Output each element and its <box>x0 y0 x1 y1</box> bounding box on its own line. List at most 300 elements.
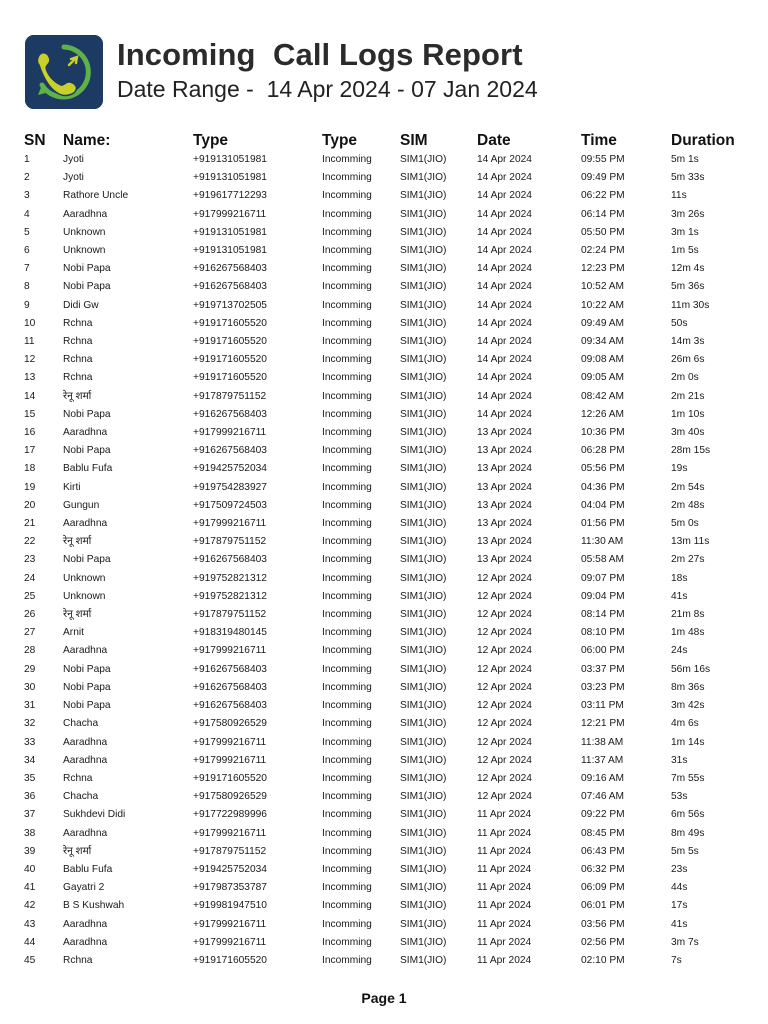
cell-sn: 12 <box>24 354 36 366</box>
cell-number: +919171605520 <box>193 954 267 966</box>
cell-sim: SIM1(JIO) <box>400 481 447 493</box>
col-header-sn: SN <box>24 132 46 149</box>
cell-number: +917999216711 <box>193 427 267 439</box>
cell-sim: SIM1(JIO) <box>400 718 447 730</box>
cell-duration: 6m 56s <box>671 809 705 821</box>
table-row <box>24 515 744 533</box>
cell-duration: 8m 36s <box>671 681 705 693</box>
cell-duration: 41s <box>671 590 688 602</box>
cell-type: Incomming <box>322 554 372 566</box>
cell-number: +919131051981 <box>193 226 267 238</box>
cell-type: Incomming <box>322 208 372 220</box>
col-header-date: Date <box>477 132 511 149</box>
cell-time: 12:26 AM <box>581 408 625 420</box>
cell-name: Aaradhna <box>63 427 108 439</box>
cell-type: Incomming <box>322 572 372 584</box>
cell-time: 09:07 PM <box>581 572 625 584</box>
cell-sn: 10 <box>24 317 36 329</box>
cell-time: 12:23 PM <box>581 263 625 275</box>
cell-number: +917999216711 <box>193 736 267 748</box>
cell-sn: 34 <box>24 754 36 766</box>
cell-number: +917879751152 <box>193 536 267 548</box>
table-row <box>24 734 744 752</box>
cell-number: +919171605520 <box>193 354 267 366</box>
table-row <box>24 315 744 333</box>
cell-duration: 2m 27s <box>671 554 705 566</box>
cell-number: +917999216711 <box>193 518 267 530</box>
cell-number: +917999216711 <box>193 936 267 948</box>
cell-number: +919617712293 <box>193 190 267 202</box>
table-row <box>24 916 744 934</box>
cell-sn: 29 <box>24 663 36 675</box>
cell-time: 09:22 PM <box>581 809 625 821</box>
cell-type: Incomming <box>322 609 372 621</box>
cell-sim: SIM1(JIO) <box>400 863 447 875</box>
cell-number: +919131051981 <box>193 172 267 184</box>
cell-date: 11 Apr 2024 <box>477 954 532 966</box>
cell-duration: 14m 3s <box>671 336 705 348</box>
cell-sim: SIM1(JIO) <box>400 445 447 457</box>
cell-sn: 28 <box>24 645 36 657</box>
cell-number: +917879751152 <box>193 609 267 621</box>
cell-sim: SIM1(JIO) <box>400 645 447 657</box>
cell-date: 14 Apr 2024 <box>477 354 532 366</box>
cell-name: Kirti <box>63 481 81 493</box>
cell-duration: 44s <box>671 882 688 894</box>
call-log-table <box>24 130 744 970</box>
cell-sim: SIM1(JIO) <box>400 518 447 530</box>
cell-date: 13 Apr 2024 <box>477 463 532 475</box>
cell-number: +916267568403 <box>193 554 267 566</box>
cell-sim: SIM1(JIO) <box>400 245 447 257</box>
cell-number: +919713702505 <box>193 299 267 311</box>
cell-name: Aaradhna <box>63 645 108 657</box>
cell-duration: 1m 5s <box>671 245 699 257</box>
cell-name: Didi Gw <box>63 299 99 311</box>
cell-duration: 2m 54s <box>671 481 705 493</box>
cell-time: 05:58 AM <box>581 554 625 566</box>
cell-type: Incomming <box>322 718 372 730</box>
cell-sn: 44 <box>24 936 36 948</box>
cell-name: रेनू शर्मा <box>63 609 92 621</box>
cell-date: 12 Apr 2024 <box>477 681 532 693</box>
cell-sn: 24 <box>24 572 36 584</box>
cell-name: Nobi Papa <box>63 408 111 420</box>
cell-date: 14 Apr 2024 <box>477 263 532 275</box>
cell-date: 12 Apr 2024 <box>477 627 532 639</box>
table-row <box>24 406 744 424</box>
cell-name: Rchna <box>63 954 93 966</box>
table-row <box>24 642 744 660</box>
cell-name: Nobi Papa <box>63 263 111 275</box>
cell-number: +916267568403 <box>193 445 267 457</box>
call-logs-app-icon <box>25 35 103 109</box>
cell-sim: SIM1(JIO) <box>400 609 447 621</box>
cell-sim: SIM1(JIO) <box>400 536 447 548</box>
cell-sn: 35 <box>24 772 36 784</box>
cell-sn: 43 <box>24 918 36 930</box>
cell-sim: SIM1(JIO) <box>400 627 447 639</box>
table-header-row <box>24 130 744 151</box>
cell-sn: 9 <box>24 299 30 311</box>
cell-sn: 25 <box>24 590 36 602</box>
cell-duration: 50s <box>671 317 688 329</box>
cell-sn: 39 <box>24 845 36 857</box>
cell-number: +917999216711 <box>193 645 267 657</box>
cell-time: 01:56 PM <box>581 518 625 530</box>
cell-sn: 2 <box>24 172 30 184</box>
cell-number: +916267568403 <box>193 663 267 675</box>
cell-time: 03:56 PM <box>581 918 625 930</box>
cell-type: Incomming <box>322 281 372 293</box>
cell-time: 11:38 AM <box>581 736 624 748</box>
cell-duration: 12m 4s <box>671 263 705 275</box>
table-row <box>24 588 744 606</box>
table-row <box>24 825 744 843</box>
cell-sn: 14 <box>24 390 36 402</box>
cell-date: 12 Apr 2024 <box>477 754 532 766</box>
cell-date: 12 Apr 2024 <box>477 791 532 803</box>
cell-date: 12 Apr 2024 <box>477 590 532 602</box>
cell-type: Incomming <box>322 390 372 402</box>
cell-duration: 53s <box>671 791 688 803</box>
cell-type: Incomming <box>322 791 372 803</box>
cell-time: 10:52 AM <box>581 281 625 293</box>
cell-type: Incomming <box>322 408 372 420</box>
cell-date: 11 Apr 2024 <box>477 900 532 912</box>
cell-type: Incomming <box>322 336 372 348</box>
cell-name: B S Kushwah <box>63 900 125 912</box>
cell-sn: 4 <box>24 208 30 220</box>
cell-date: 14 Apr 2024 <box>477 408 532 420</box>
table-row <box>24 278 744 296</box>
cell-sn: 7 <box>24 263 30 275</box>
cell-date: 14 Apr 2024 <box>477 390 532 402</box>
cell-sn: 11 <box>24 336 35 348</box>
cell-time: 06:43 PM <box>581 845 625 857</box>
cell-name: Unknown <box>63 572 106 584</box>
cell-date: 14 Apr 2024 <box>477 299 532 311</box>
cell-number: +919981947510 <box>193 900 267 912</box>
cell-name: Chacha <box>63 718 99 730</box>
cell-type: Incomming <box>322 645 372 657</box>
cell-type: Incomming <box>322 700 372 712</box>
cell-number: +916267568403 <box>193 281 267 293</box>
cell-date: 13 Apr 2024 <box>477 554 532 566</box>
cell-type: Incomming <box>322 299 372 311</box>
cell-duration: 5m 0s <box>671 518 699 530</box>
cell-type: Incomming <box>322 518 372 530</box>
cell-name: Nobi Papa <box>63 700 111 712</box>
cell-sim: SIM1(JIO) <box>400 554 447 566</box>
cell-number: +916267568403 <box>193 681 267 693</box>
cell-number: +919752821312 <box>193 590 267 602</box>
cell-sim: SIM1(JIO) <box>400 663 447 675</box>
cell-sim: SIM1(JIO) <box>400 263 447 275</box>
cell-time: 09:05 AM <box>581 372 625 384</box>
cell-time: 06:01 PM <box>581 900 625 912</box>
table-row <box>24 661 744 679</box>
cell-name: Nobi Papa <box>63 281 111 293</box>
cell-number: +919171605520 <box>193 317 267 329</box>
cell-name: Unknown <box>63 226 106 238</box>
cell-name: Aaradhna <box>63 736 108 748</box>
cell-name: Jyoti <box>63 172 84 184</box>
cell-name: Rchna <box>63 772 93 784</box>
cell-duration: 31s <box>671 754 688 766</box>
cell-date: 12 Apr 2024 <box>477 663 532 675</box>
cell-sn: 30 <box>24 681 36 693</box>
cell-sim: SIM1(JIO) <box>400 845 447 857</box>
cell-time: 10:22 AM <box>581 299 625 311</box>
cell-type: Incomming <box>322 863 372 875</box>
table-row <box>24 934 744 952</box>
cell-sim: SIM1(JIO) <box>400 372 447 384</box>
cell-time: 11:30 AM <box>581 536 624 548</box>
cell-time: 09:49 PM <box>581 172 625 184</box>
cell-time: 02:24 PM <box>581 245 625 257</box>
cell-time: 04:04 PM <box>581 499 625 511</box>
cell-time: 06:00 PM <box>581 645 625 657</box>
cell-date: 11 Apr 2024 <box>477 863 532 875</box>
cell-number: +919131051981 <box>193 245 267 257</box>
cell-sn: 13 <box>24 372 36 384</box>
cell-sim: SIM1(JIO) <box>400 882 447 894</box>
table-row <box>24 224 744 242</box>
cell-type: Incomming <box>322 536 372 548</box>
cell-sim: SIM1(JIO) <box>400 317 447 329</box>
cell-duration: 56m 16s <box>671 663 711 675</box>
cell-name: Nobi Papa <box>63 445 111 457</box>
table-row <box>24 879 744 897</box>
table-row <box>24 606 744 624</box>
cell-sn: 36 <box>24 791 36 803</box>
cell-number: +916267568403 <box>193 700 267 712</box>
cell-sim: SIM1(JIO) <box>400 681 447 693</box>
cell-time: 12:21 PM <box>581 718 625 730</box>
cell-sim: SIM1(JIO) <box>400 463 447 475</box>
col-header-sim: SIM <box>400 132 428 149</box>
cell-time: 05:56 PM <box>581 463 625 475</box>
cell-sim: SIM1(JIO) <box>400 281 447 293</box>
cell-time: 02:10 PM <box>581 954 625 966</box>
cell-sim: SIM1(JIO) <box>400 954 447 966</box>
cell-duration: 17s <box>671 900 688 912</box>
cell-number: +917987353787 <box>193 882 267 894</box>
cell-date: 11 Apr 2024 <box>477 918 532 930</box>
table-row <box>24 497 744 515</box>
cell-duration: 3m 26s <box>671 208 705 220</box>
cell-type: Incomming <box>322 172 372 184</box>
cell-date: 12 Apr 2024 <box>477 736 532 748</box>
cell-number: +917999216711 <box>193 754 267 766</box>
table-row <box>24 570 744 588</box>
cell-name: Nobi Papa <box>63 663 111 675</box>
cell-time: 03:11 PM <box>581 700 624 712</box>
cell-type: Incomming <box>322 154 372 165</box>
cell-sim: SIM1(JIO) <box>400 390 447 402</box>
cell-date: 14 Apr 2024 <box>477 172 532 184</box>
cell-name: Gayatri 2 <box>63 882 105 894</box>
table-row <box>24 151 744 169</box>
cell-name: Rchna <box>63 354 93 366</box>
cell-duration: 2m 0s <box>671 372 699 384</box>
cell-duration: 5m 36s <box>671 281 705 293</box>
cell-type: Incomming <box>322 372 372 384</box>
cell-duration: 8m 49s <box>671 827 705 839</box>
cell-type: Incomming <box>322 463 372 475</box>
cell-date: 14 Apr 2024 <box>477 226 532 238</box>
cell-name: Arnit <box>63 627 84 639</box>
cell-duration: 18s <box>671 572 688 584</box>
cell-number: +919425752034 <box>193 463 267 475</box>
cell-sn: 20 <box>24 499 36 511</box>
table-row <box>24 624 744 642</box>
table-row <box>24 952 744 970</box>
cell-time: 08:14 PM <box>581 609 625 621</box>
cell-time: 06:32 PM <box>581 863 625 875</box>
cell-date: 12 Apr 2024 <box>477 772 532 784</box>
cell-time: 08:45 PM <box>581 827 625 839</box>
table-body <box>24 151 744 970</box>
cell-date: 11 Apr 2024 <box>477 882 532 894</box>
cell-sn: 1 <box>24 154 30 165</box>
cell-number: +919131051981 <box>193 154 267 165</box>
cell-duration: 24s <box>671 645 688 657</box>
cell-date: 13 Apr 2024 <box>477 427 532 439</box>
cell-time: 03:37 PM <box>581 663 625 675</box>
col-header-duration: Duration <box>671 132 735 149</box>
cell-type: Incomming <box>322 445 372 457</box>
cell-date: 13 Apr 2024 <box>477 518 532 530</box>
cell-name: रेनू शर्मा <box>63 845 92 857</box>
table-row <box>24 442 744 460</box>
cell-name: Rchna <box>63 317 93 329</box>
cell-sn: 31 <box>24 700 36 712</box>
cell-sim: SIM1(JIO) <box>400 590 447 602</box>
cell-number: +917879751152 <box>193 390 267 402</box>
cell-duration: 28m 15s <box>671 445 711 457</box>
cell-date: 14 Apr 2024 <box>477 208 532 220</box>
cell-time: 06:22 PM <box>581 190 625 202</box>
table-row <box>24 297 744 315</box>
table-row <box>24 424 744 442</box>
cell-type: Incomming <box>322 317 372 329</box>
cell-date: 13 Apr 2024 <box>477 499 532 511</box>
cell-type: Incomming <box>322 354 372 366</box>
cell-date: 12 Apr 2024 <box>477 572 532 584</box>
cell-name: रेनू शर्मा <box>63 536 92 548</box>
cell-time: 11:37 AM <box>581 754 624 766</box>
cell-name: Rathore Uncle <box>63 190 129 202</box>
cell-time: 06:14 PM <box>581 208 625 220</box>
cell-duration: 41s <box>671 918 688 930</box>
cell-sim: SIM1(JIO) <box>400 918 447 930</box>
cell-number: +917999216711 <box>193 827 267 839</box>
cell-duration: 11s <box>671 190 687 202</box>
col-header-type: Type <box>322 132 358 149</box>
cell-number: +917580926529 <box>193 718 267 730</box>
table-row <box>24 169 744 187</box>
cell-type: Incomming <box>322 427 372 439</box>
cell-sim: SIM1(JIO) <box>400 809 447 821</box>
cell-sim: SIM1(JIO) <box>400 700 447 712</box>
table-row <box>24 206 744 224</box>
cell-sim: SIM1(JIO) <box>400 336 447 348</box>
cell-name: Aaradhna <box>63 518 108 530</box>
cell-name: Sukhdevi Didi <box>63 809 126 821</box>
cell-duration: 21m 8s <box>671 609 705 621</box>
cell-time: 08:10 PM <box>581 627 625 639</box>
cell-sim: SIM1(JIO) <box>400 408 447 420</box>
cell-sn: 26 <box>24 609 36 621</box>
cell-sim: SIM1(JIO) <box>400 154 447 165</box>
cell-time: 05:50 PM <box>581 226 625 238</box>
cell-duration: 26m 6s <box>671 354 705 366</box>
cell-type: Incomming <box>322 681 372 693</box>
cell-time: 03:23 PM <box>581 681 625 693</box>
table-row <box>24 861 744 879</box>
cell-name: Unknown <box>63 590 106 602</box>
cell-sn: 15 <box>24 408 36 420</box>
cell-sn: 41 <box>24 882 36 894</box>
cell-duration: 11m 30s <box>671 299 710 311</box>
report-title: Incoming Call Logs Report <box>117 37 523 72</box>
cell-time: 10:36 PM <box>581 427 625 439</box>
cell-duration: 7s <box>671 954 682 966</box>
cell-time: 06:09 PM <box>581 882 625 894</box>
cell-date: 14 Apr 2024 <box>477 336 532 348</box>
cell-sn: 42 <box>24 900 36 912</box>
cell-date: 11 Apr 2024 <box>477 827 532 839</box>
col-header-number: Type <box>193 132 229 149</box>
cell-sn: 17 <box>24 445 36 457</box>
cell-duration: 3m 7s <box>671 936 699 948</box>
cell-duration: 3m 1s <box>671 226 699 238</box>
cell-time: 09:34 AM <box>581 336 625 348</box>
cell-type: Incomming <box>322 627 372 639</box>
cell-sim: SIM1(JIO) <box>400 208 447 220</box>
table-row <box>24 260 744 278</box>
cell-date: 12 Apr 2024 <box>477 700 532 712</box>
cell-date: 14 Apr 2024 <box>477 372 532 384</box>
cell-sim: SIM1(JIO) <box>400 936 447 948</box>
cell-type: Incomming <box>322 481 372 493</box>
cell-duration: 2m 48s <box>671 499 705 511</box>
cell-time: 04:36 PM <box>581 481 625 493</box>
cell-name: Rchna <box>63 336 93 348</box>
cell-sim: SIM1(JIO) <box>400 754 447 766</box>
cell-sn: 38 <box>24 827 36 839</box>
cell-number: +917999216711 <box>193 208 267 220</box>
cell-date: 13 Apr 2024 <box>477 445 532 457</box>
cell-sn: 40 <box>24 863 36 875</box>
table-row <box>24 388 744 406</box>
cell-name: Bablu Fufa <box>63 863 113 875</box>
table-row <box>24 333 744 351</box>
cell-type: Incomming <box>322 772 372 784</box>
cell-type: Incomming <box>322 809 372 821</box>
cell-date: 14 Apr 2024 <box>477 317 532 329</box>
cell-sn: 33 <box>24 736 36 748</box>
cell-type: Incomming <box>322 263 372 275</box>
table-row <box>24 770 744 788</box>
cell-name: रेनू शर्मा <box>63 390 92 402</box>
cell-number: +918319480145 <box>193 627 267 639</box>
cell-time: 09:49 AM <box>581 317 625 329</box>
cell-sn: 3 <box>24 190 30 202</box>
cell-time: 06:28 PM <box>581 445 625 457</box>
